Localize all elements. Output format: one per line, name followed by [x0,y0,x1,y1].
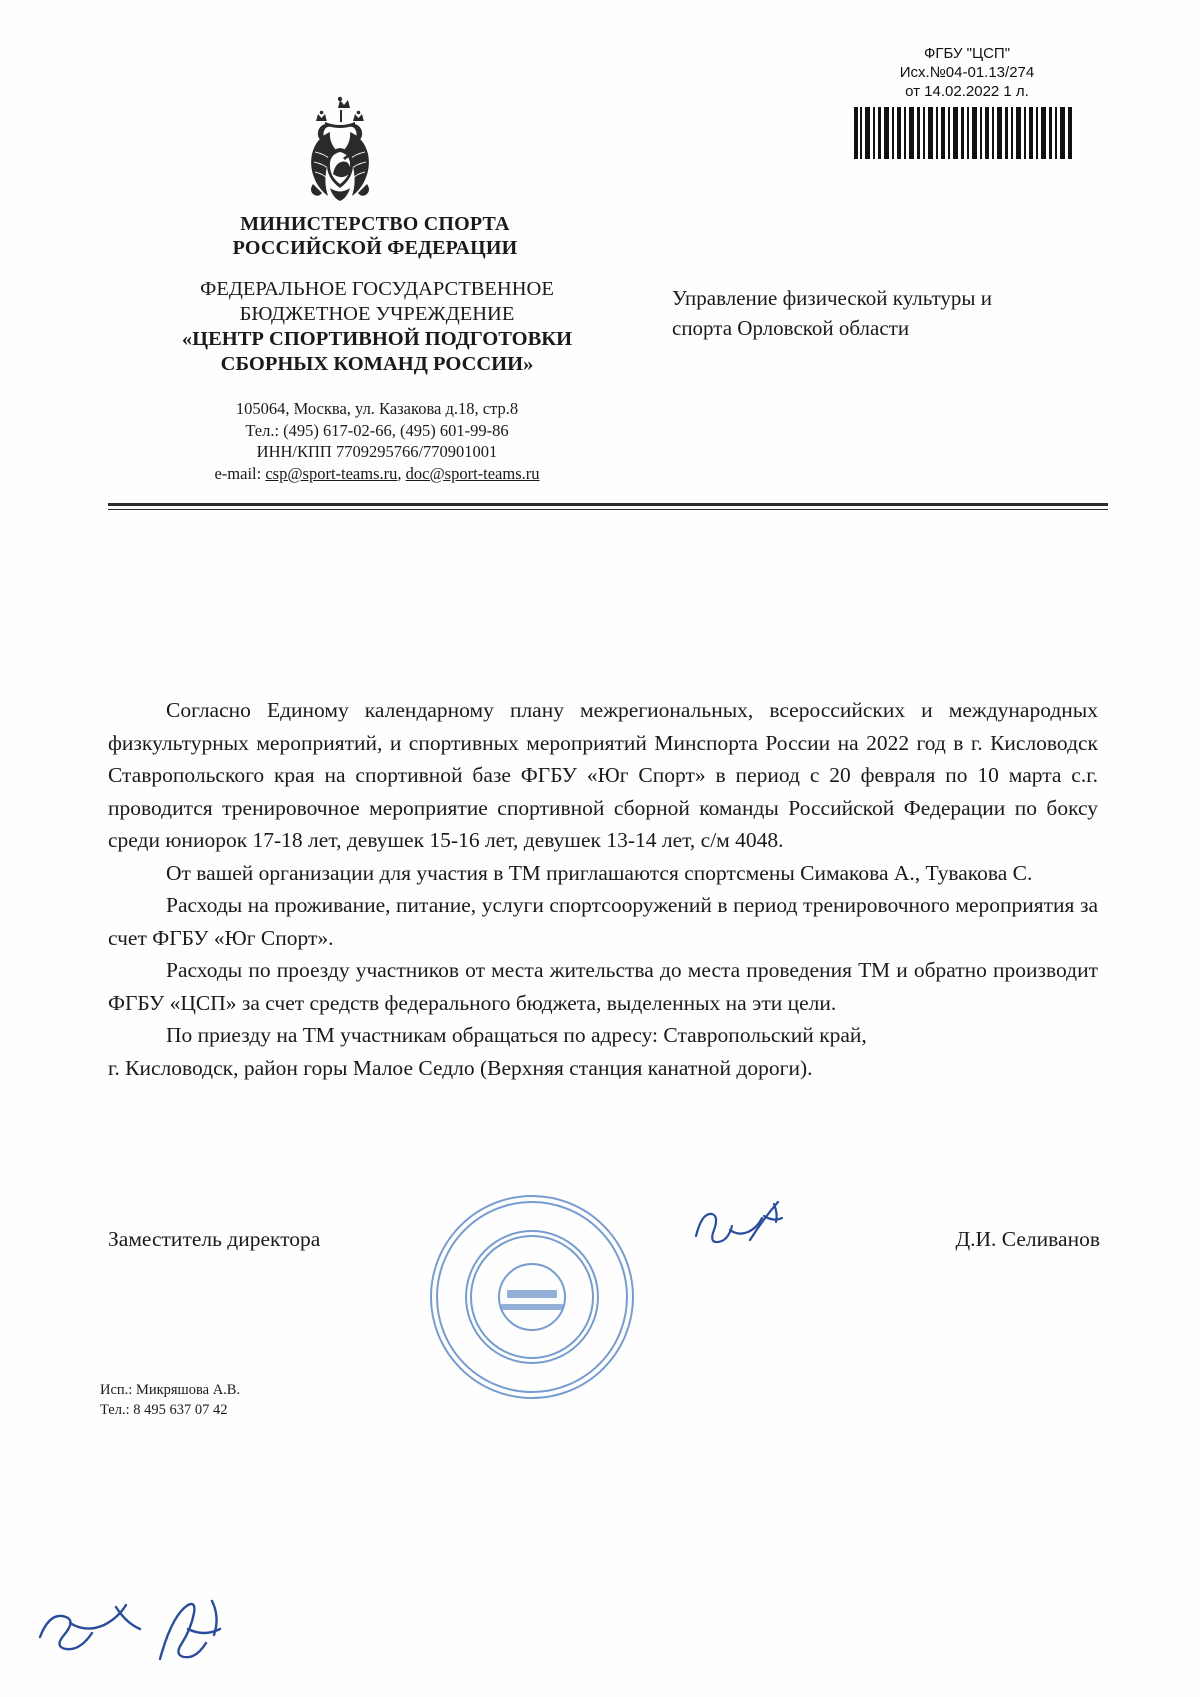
email-primary[interactable]: csp@sport-teams.ru [265,463,398,483]
body-paragraph-6: г. Кисловодск, район горы Малое Седло (Верхняя станция канатной дороги). [108,1055,813,1080]
contact-emails [112,463,642,485]
body-paragraph-5: По приезду на ТМ участникам обращаться по адресу: Ставропольский край, [166,1023,867,1047]
round-official-seal [425,1190,640,1405]
signer-name: Д.И. Селиванов [955,1227,1100,1251]
organization-contacts [112,398,642,484]
letter-body [108,694,1098,1084]
contact-phones: Тел.: (495) 617-02-66, (495) 601-99-86 [245,420,509,440]
addressee-line-1: Управление физической культуры и [672,286,993,310]
organization-line-4: СБОРНЫХ КОМАНД РОССИИ» [220,353,534,375]
email-secondary[interactable]: doc@sport-teams.ru [405,463,540,483]
body-paragraph-4: Расходы по проезду участников от места жительства до места проведения ТМ и обратно производит ФГБУ «ЦСП» за счет средств федерального бюджета, выделенных на эти цели. [108,958,1098,1015]
header-divider [108,503,1108,510]
body-paragraph-1: Согласно Единому календарному плану межрегиональных, всероссийских и международных физкультурных мероприятий, и спортивных мероприятий Минспорта России на 2022 год в г. Кисловодск Ставропольского края на спортивной базе ФГБУ «Юг Спорт» в период с 20 февраля по 10 марта с.г. проводится тренировочное мероприятие спортивной сборной команды Российской Федерации по боксу среди юниорок 17-18 лет, девушек 15-16 лет, девушек 13-14 лет, с/м 4048. [108,698,1098,852]
signer-position: Заместитель директора [108,1227,321,1251]
executor-block [100,1380,240,1420]
ministry-header [140,212,610,260]
addressee-line-2: спорта Орловской области [672,316,910,340]
organization-name [112,277,642,377]
contact-inn-kpp: ИНН/КПП 7709295766/770901001 [256,442,498,461]
organization-line-2: БЮДЖЕТНОЕ УЧРЕЖДЕНИЕ [239,303,515,325]
russian-coat-of-arms-icon [285,96,395,211]
ministry-line-2: РОССИЙСКОЙ ФЕДЕРАЦИИ [232,237,518,259]
registration-block [852,44,1082,159]
email-label: e-mail: [214,463,266,483]
addressee-block [672,283,1072,343]
executor-phone: Тел.: 8 495 637 07 42 [100,1402,228,1418]
handwritten-signature [690,1196,800,1256]
registration-number: Исх.№04-01.13/274 [899,64,1035,81]
body-paragraph-2: От вашей организации для участия в ТМ приглашаются спортсмены Симакова А., Тувакова С. [166,860,1033,885]
body-paragraph-3: Расходы на проживание, питание, услуги спортсооружений в период тренировочного мероприятия за счет ФГБУ «Юг Спорт». [108,893,1098,950]
registration-date: от 14.02.2022 1 л. [905,83,1029,100]
executor-name: Исп.: Микряшова А.В. [100,1382,241,1398]
barcode-icon [852,107,1076,159]
email-separator: , [397,463,406,483]
organization-line-3: «ЦЕНТР СПОРТИВНОЙ ПОДГОТОВКИ [181,328,573,350]
organization-line-1: ФЕДЕРАЛЬНОЕ ГОСУДАРСТВЕННОЕ [200,278,554,300]
registration-org: ФГБУ "ЦСП" [923,45,1011,62]
contact-address: 105064, Москва, ул. Казакова д.18, стр.8 [235,399,519,418]
ministry-line-1: МИНИСТЕРСТВО СПОРТА [240,213,510,235]
handwritten-signatures-bottom [30,1567,360,1687]
